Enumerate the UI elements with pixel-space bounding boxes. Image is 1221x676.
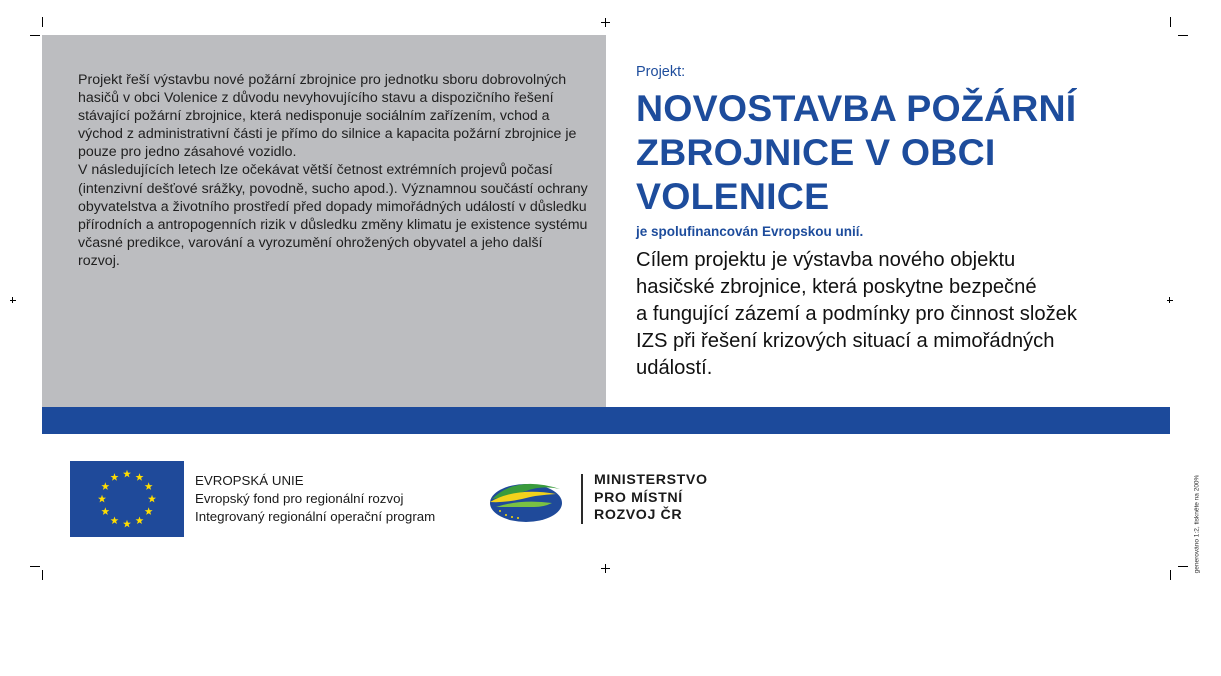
crop-mark-tl-h (30, 35, 40, 36)
project-label: Projekt: (636, 64, 686, 80)
project-title (636, 86, 1156, 218)
crop-mark-br-h (1178, 566, 1188, 567)
center-mark-bottom-v (605, 564, 606, 573)
eu-line-1: EVROPSKÁ UNIE (195, 473, 304, 488)
center-mark-right-v (1169, 297, 1170, 303)
crop-mark-br-v (1170, 570, 1171, 580)
print-note: generováno 1:2, tiskněte na 200% (1193, 474, 1201, 574)
description-paragraph-1: Projekt řeší výstavbu nové požární zbrojnice pro jednotku sboru dobrovolných hasičů v obci Volenice z důvodu nevyhovujícího stavu a dispozičního řešení stávající požární zbrojnice, která nedisponuje sociálním zařízením, vchod a východ z administrativní části je přímo do silnice a kapacita požární zbrojnice je pouze pro jedno zásahové vozidlo. (78, 72, 577, 161)
eu-line-3: Integrovaný regionální operační program (195, 509, 436, 524)
eu-line-2: Evropský fond pro regionální rozvoj (195, 491, 404, 506)
center-mark-right-h (1167, 300, 1173, 301)
crop-mark-bl-v (42, 570, 43, 580)
eu-flag-icon (70, 461, 184, 537)
center-mark-top-v (605, 18, 606, 27)
title-line-3: VOLENICE (636, 175, 830, 217)
aim-line-1: Cílem projektu je výstavba nového objektu (636, 249, 1016, 271)
crop-mark-tl-v (42, 17, 43, 27)
aim-line-3: a fungující zázemí a podmínky pro činnost složek (636, 303, 1077, 325)
title-line-1: NOVOSTAVBA POŽÁRNÍ (636, 87, 1077, 129)
center-mark-left-h (10, 300, 16, 301)
aim-line-4: IZS při řešení krizových situací a mimořádných (636, 330, 1055, 352)
blue-divider-bar (42, 407, 1170, 434)
project-description (78, 71, 588, 270)
project-aim (636, 247, 1156, 382)
aim-line-5: událostí. (636, 357, 713, 379)
ministry-line-1: MINISTERSTVO (594, 472, 708, 488)
title-line-2: ZBROJNICE V OBCI (636, 131, 996, 173)
description-paragraph-2: V následujících letech lze očekávat větší četnost extrémních projevů počasí (intenzivní dešťové srážky, povodně, sucho apod.). Významnou součástí ochrany obyvatelstva a životního prostředí před dopady mimořádných událostí v důsledku přírodních a antropogenních rizik v důsledku změny klimatu je existence systému včasné predikce, varování a vyrozumění ohrožených obyvatel a jeho další rozvoj. (78, 162, 588, 269)
logo-divider (581, 474, 583, 524)
aim-line-2: hasičské zbrojnice, která poskytne bezpečné (636, 276, 1037, 298)
ministry-name (594, 472, 708, 525)
crop-mark-tr-h (1178, 35, 1188, 36)
center-mark-left-v (12, 297, 13, 303)
cofinanced-note: je spolufinancován Evropskou unií. (636, 224, 864, 239)
ministry-line-2: PRO MÍSTNÍ (594, 489, 683, 506)
eu-program-text (195, 472, 435, 526)
project-info (636, 64, 1156, 382)
crop-mark-bl-h (30, 566, 40, 567)
mmr-logo-icon (486, 473, 570, 527)
ministry-line-3: ROZVOJ ČR (594, 507, 683, 523)
crop-mark-tr-v (1170, 17, 1171, 27)
